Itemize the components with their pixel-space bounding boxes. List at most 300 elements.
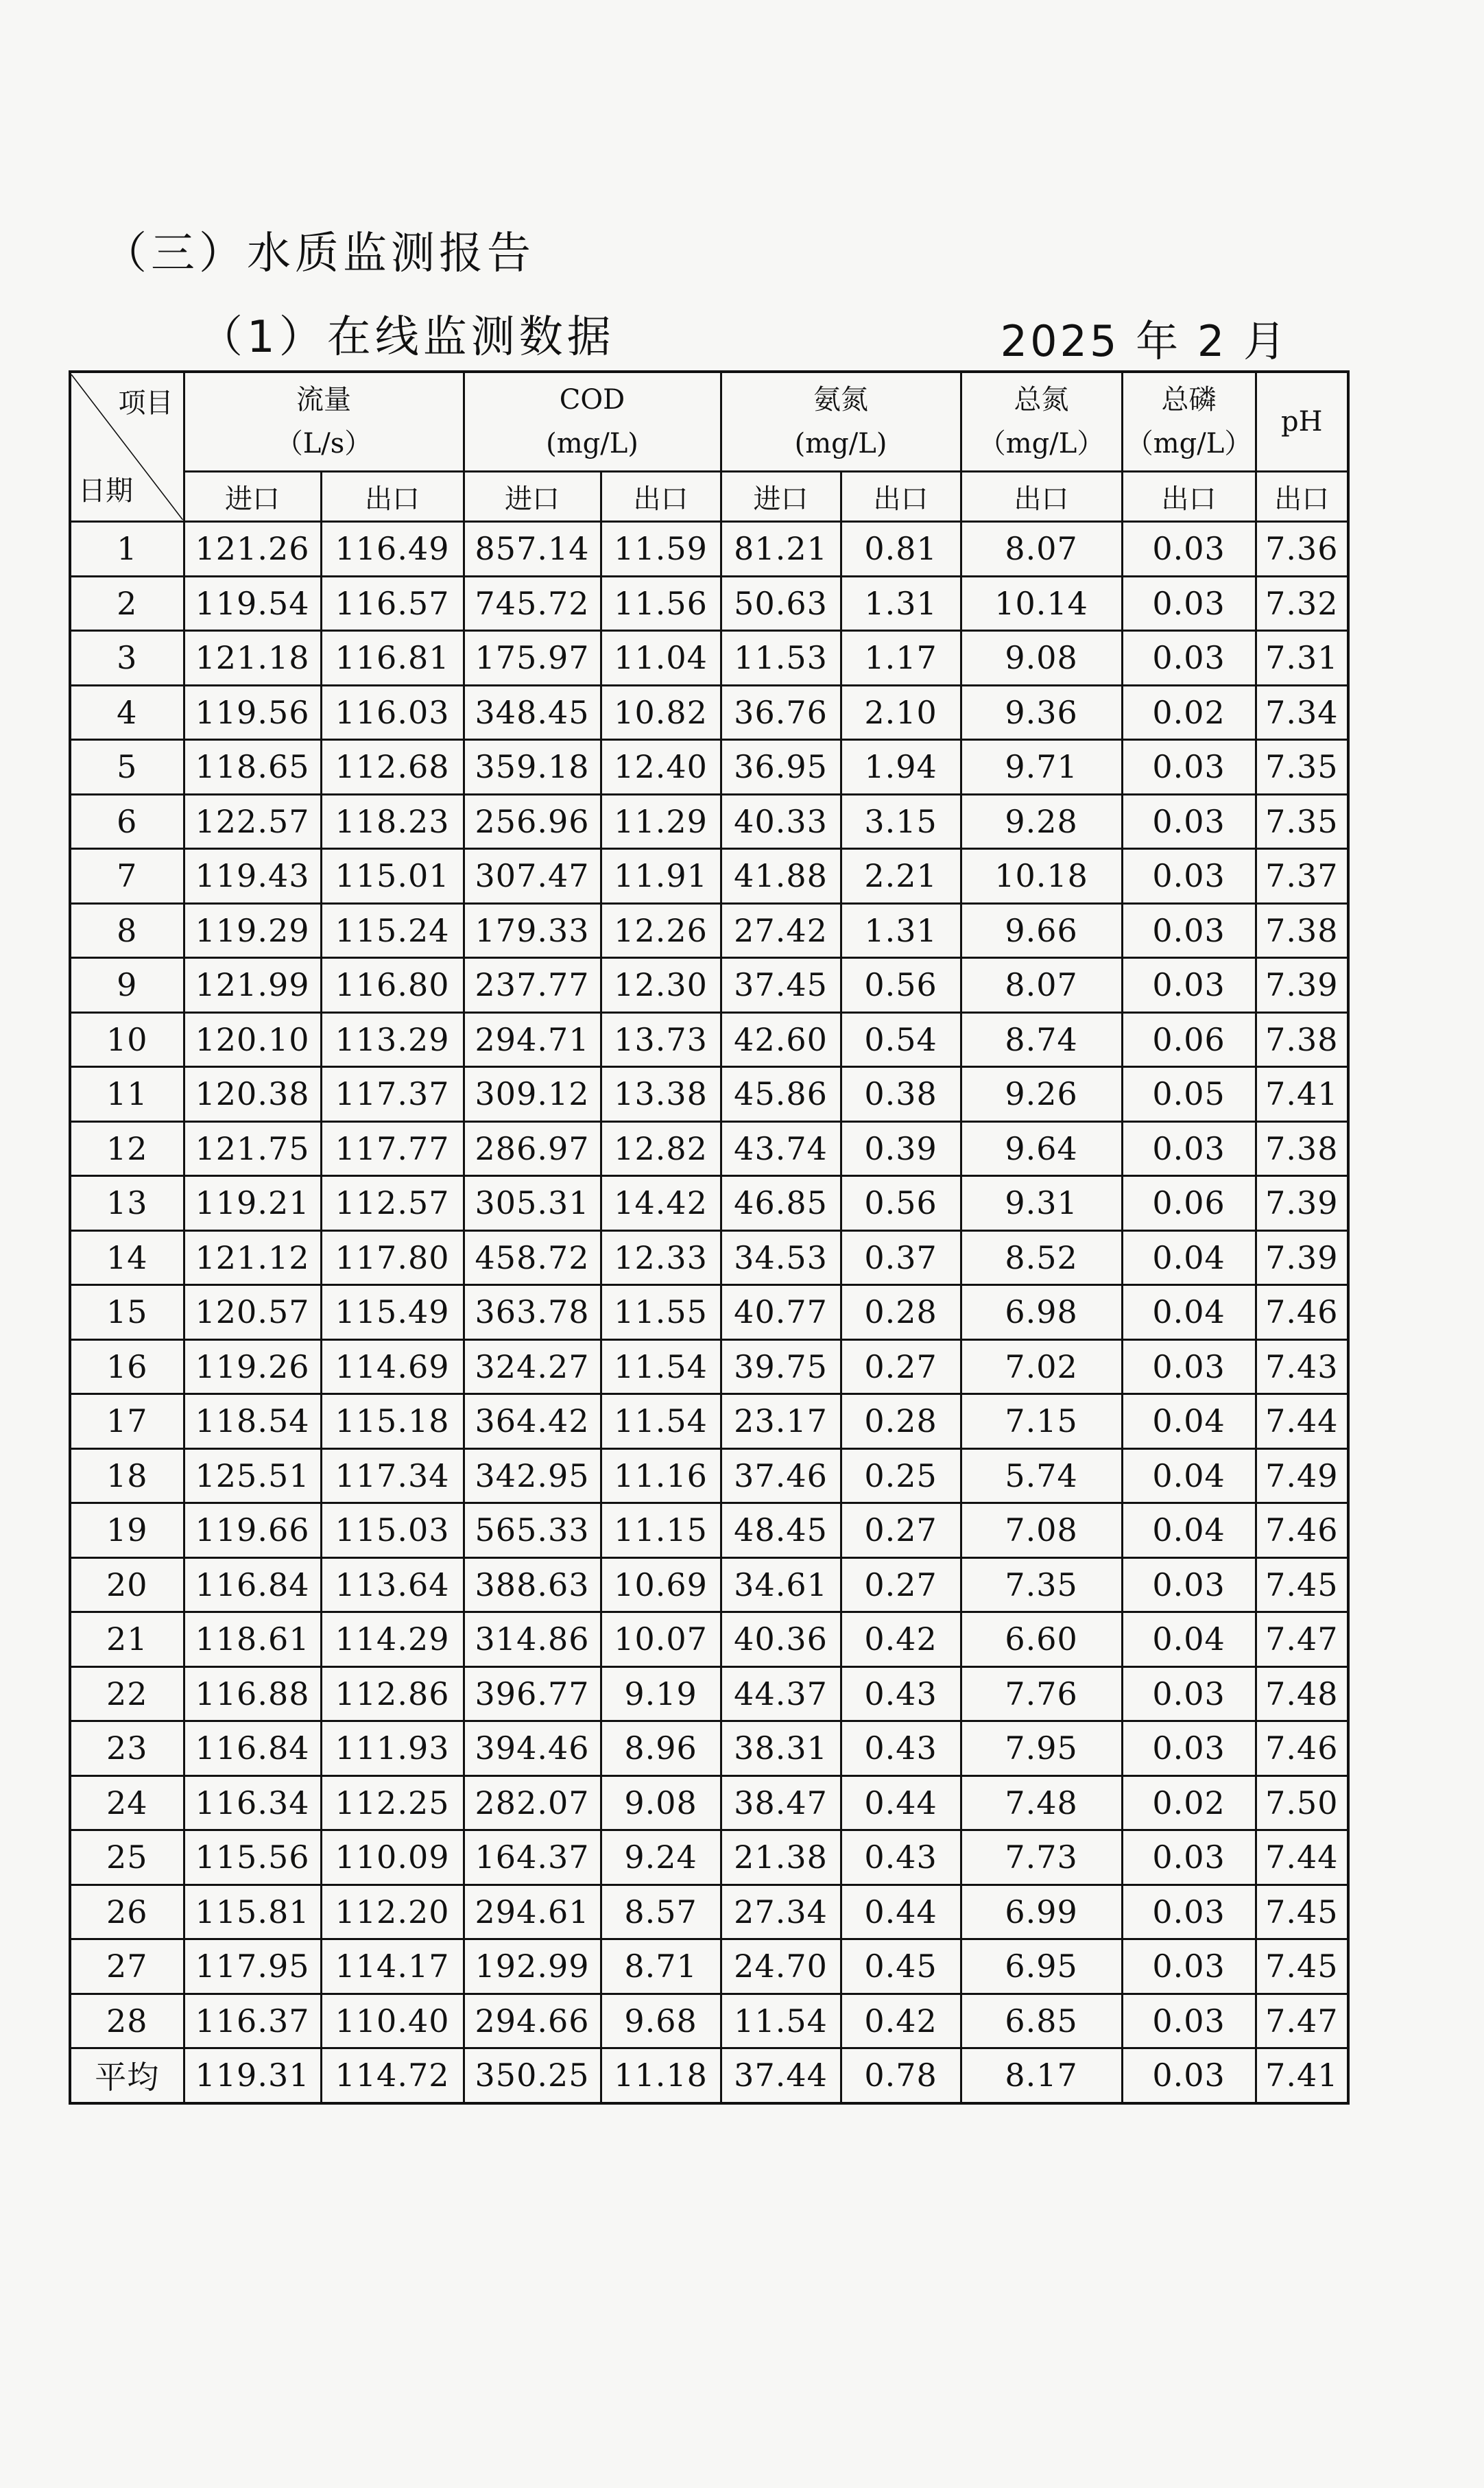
cell-cod-outlet: 11.04 (601, 631, 721, 686)
cell-ph-outlet: 7.32 (1256, 576, 1348, 631)
cell-cod-outlet: 14.42 (601, 1176, 721, 1231)
cell-day: 平均 (70, 2048, 184, 2103)
cell-cod-inlet: 342.95 (464, 1448, 601, 1503)
cell-ph-outlet: 7.44 (1256, 1830, 1348, 1885)
cell-ph-outlet: 7.36 (1256, 522, 1348, 577)
cell-tp-outlet: 0.03 (1122, 740, 1256, 795)
header-name: 总磷 (1161, 384, 1217, 416)
cell-ammonia-outlet: 3.15 (841, 794, 961, 849)
subheader-flow-outlet: 出口 (321, 472, 464, 522)
cell-cod-inlet: 394.46 (464, 1721, 601, 1776)
cell-flow-inlet: 121.18 (184, 631, 321, 686)
cell-ammonia-outlet: 2.10 (841, 685, 961, 740)
cell-day: 14 (70, 1230, 184, 1285)
cell-tn-outlet: 7.95 (961, 1721, 1122, 1776)
header-name: COD (559, 384, 625, 416)
cell-ammonia-outlet: 0.25 (841, 1448, 961, 1503)
cell-day: 26 (70, 1885, 184, 1939)
cell-cod-outlet: 9.19 (601, 1666, 721, 1721)
cell-ammonia-inlet: 34.53 (721, 1230, 841, 1285)
header-total-phosphorus (1122, 372, 1256, 472)
cell-flow-inlet: 118.54 (184, 1394, 321, 1449)
cell-flow-inlet: 120.38 (184, 1067, 321, 1122)
cell-flow-inlet: 120.10 (184, 1012, 321, 1067)
cell-day: 4 (70, 685, 184, 740)
cell-tn-outlet: 9.36 (961, 685, 1122, 740)
header-unit: (mg/L) (794, 428, 887, 459)
cell-day: 22 (70, 1666, 184, 1721)
cell-flow-outlet: 116.49 (321, 522, 464, 577)
cell-flow-outlet: 115.24 (321, 903, 464, 958)
cell-flow-outlet: 111.93 (321, 1721, 464, 1776)
cell-tp-outlet: 0.06 (1122, 1176, 1256, 1231)
cell-cod-inlet: 294.66 (464, 1994, 601, 2048)
cell-flow-outlet: 117.37 (321, 1067, 464, 1122)
cell-cod-outlet: 11.16 (601, 1448, 721, 1503)
cell-flow-outlet: 114.29 (321, 1612, 464, 1667)
cell-cod-outlet: 9.08 (601, 1775, 721, 1830)
cell-tn-outlet: 5.74 (961, 1448, 1122, 1503)
cell-ph-outlet: 7.45 (1256, 1557, 1348, 1612)
cell-flow-outlet: 115.18 (321, 1394, 464, 1449)
cell-cod-outlet: 8.96 (601, 1721, 721, 1776)
cell-day: 27 (70, 1939, 184, 1994)
cell-tn-outlet: 7.48 (961, 1775, 1122, 1830)
cell-ph-outlet: 7.49 (1256, 1448, 1348, 1503)
cell-ph-outlet: 7.37 (1256, 849, 1348, 904)
cell-cod-outlet: 10.69 (601, 1557, 721, 1612)
header-unit: （mg/L） (978, 428, 1105, 459)
cell-cod-inlet: 565.33 (464, 1503, 601, 1558)
cell-flow-outlet: 117.77 (321, 1121, 464, 1176)
cell-tp-outlet: 0.03 (1122, 903, 1256, 958)
header-ph (1256, 372, 1348, 472)
table-row (70, 631, 1348, 686)
header-total-nitrogen (961, 372, 1122, 472)
table-row (70, 903, 1348, 958)
cell-cod-outlet: 11.15 (601, 1503, 721, 1558)
cell-ammonia-inlet: 37.45 (721, 958, 841, 1013)
table-row (70, 1121, 1348, 1176)
cell-day: 11 (70, 1067, 184, 1122)
cell-ammonia-inlet: 50.63 (721, 576, 841, 631)
cell-cod-outlet: 12.33 (601, 1230, 721, 1285)
cell-tp-outlet: 0.02 (1122, 685, 1256, 740)
cell-cod-outlet: 11.18 (601, 2048, 721, 2103)
cell-ammonia-inlet: 27.42 (721, 903, 841, 958)
header-name: pH (1281, 406, 1323, 438)
cell-ph-outlet: 7.34 (1256, 685, 1348, 740)
cell-cod-inlet: 192.99 (464, 1939, 601, 1994)
table-row (70, 1885, 1348, 1939)
cell-ph-outlet: 7.45 (1256, 1939, 1348, 1994)
cell-cod-outlet: 11.29 (601, 794, 721, 849)
cell-ammonia-outlet: 0.38 (841, 1067, 961, 1122)
cell-ammonia-inlet: 40.77 (721, 1285, 841, 1340)
corner-label-date: 日期 (78, 475, 133, 507)
cell-ammonia-inlet: 37.44 (721, 2048, 841, 2103)
cell-flow-outlet: 115.49 (321, 1285, 464, 1340)
cell-cod-outlet: 10.07 (601, 1612, 721, 1667)
cell-day: 6 (70, 794, 184, 849)
cell-ammonia-inlet: 27.34 (721, 1885, 841, 1939)
cell-cod-inlet: 175.97 (464, 631, 601, 686)
cell-day: 16 (70, 1339, 184, 1394)
cell-tp-outlet: 0.04 (1122, 1230, 1256, 1285)
subheader-cod-outlet: 出口 (601, 472, 721, 522)
cell-tp-outlet: 0.04 (1122, 1612, 1256, 1667)
cell-flow-outlet: 116.03 (321, 685, 464, 740)
cell-day: 1 (70, 522, 184, 577)
cell-tp-outlet: 0.03 (1122, 1721, 1256, 1776)
cell-tp-outlet: 0.03 (1122, 1121, 1256, 1176)
cell-ammonia-inlet: 37.46 (721, 1448, 841, 1503)
cell-tn-outlet: 7.02 (961, 1339, 1122, 1394)
cell-tn-outlet: 10.18 (961, 849, 1122, 904)
cell-tp-outlet: 0.04 (1122, 1503, 1256, 1558)
cell-ph-outlet: 7.35 (1256, 794, 1348, 849)
cell-ammonia-inlet: 43.74 (721, 1121, 841, 1176)
cell-cod-inlet: 294.71 (464, 1012, 601, 1067)
cell-tn-outlet: 9.08 (961, 631, 1122, 686)
cell-cod-outlet: 11.59 (601, 522, 721, 577)
corner-label-item: 项目 (118, 387, 173, 419)
cell-ammonia-inlet: 40.36 (721, 1612, 841, 1667)
cell-ammonia-inlet: 36.95 (721, 740, 841, 795)
cell-cod-outlet: 11.91 (601, 849, 721, 904)
cell-cod-outlet: 13.38 (601, 1067, 721, 1122)
cell-day: 15 (70, 1285, 184, 1340)
cell-tp-outlet: 0.03 (1122, 1885, 1256, 1939)
cell-cod-outlet: 12.40 (601, 740, 721, 795)
monitoring-data-table (69, 370, 1350, 2105)
cell-tn-outlet: 8.07 (961, 522, 1122, 577)
cell-flow-outlet: 115.01 (321, 849, 464, 904)
table-row (70, 576, 1348, 631)
cell-ammonia-outlet: 0.56 (841, 1176, 961, 1231)
cell-tn-outlet: 7.35 (961, 1557, 1122, 1612)
table-row (70, 1448, 1348, 1503)
cell-tp-outlet: 0.06 (1122, 1012, 1256, 1067)
cell-ph-outlet: 7.38 (1256, 1012, 1348, 1067)
cell-cod-outlet: 8.57 (601, 1885, 721, 1939)
cell-ammonia-outlet: 0.78 (841, 2048, 961, 2103)
cell-flow-outlet: 116.81 (321, 631, 464, 686)
cell-tp-outlet: 0.03 (1122, 1994, 1256, 2048)
table-row (70, 1394, 1348, 1449)
cell-flow-outlet: 110.09 (321, 1830, 464, 1885)
cell-flow-outlet: 117.80 (321, 1230, 464, 1285)
subheader-cod-inlet: 进口 (464, 472, 601, 522)
cell-tn-outlet: 10.14 (961, 576, 1122, 631)
table-row (70, 1557, 1348, 1612)
cell-flow-inlet: 115.81 (184, 1885, 321, 1939)
table-row (70, 685, 1348, 740)
cell-flow-inlet: 125.51 (184, 1448, 321, 1503)
table-row (70, 1775, 1348, 1830)
cell-flow-inlet: 122.57 (184, 794, 321, 849)
subheader-tp-outlet: 出口 (1122, 472, 1256, 522)
cell-ammonia-outlet: 0.44 (841, 1775, 961, 1830)
cell-tn-outlet: 9.26 (961, 1067, 1122, 1122)
cell-ammonia-inlet: 38.47 (721, 1775, 841, 1830)
table-row (70, 1721, 1348, 1776)
cell-cod-inlet: 294.61 (464, 1885, 601, 1939)
cell-ph-outlet: 7.35 (1256, 740, 1348, 795)
cell-ammonia-outlet: 0.42 (841, 1994, 961, 2048)
corner-header-cell (70, 372, 184, 522)
cell-tp-outlet: 0.04 (1122, 1285, 1256, 1340)
cell-ammonia-outlet: 1.17 (841, 631, 961, 686)
cell-flow-inlet: 118.61 (184, 1612, 321, 1667)
cell-ammonia-inlet: 34.61 (721, 1557, 841, 1612)
header-unit: （L/s） (275, 428, 372, 459)
cell-ammonia-inlet: 46.85 (721, 1176, 841, 1231)
cell-ammonia-outlet: 0.27 (841, 1339, 961, 1394)
cell-day: 20 (70, 1557, 184, 1612)
cell-ammonia-inlet: 39.75 (721, 1339, 841, 1394)
header-name: 总氮 (1014, 384, 1069, 416)
cell-day: 9 (70, 958, 184, 1013)
cell-day: 24 (70, 1775, 184, 1830)
cell-day: 7 (70, 849, 184, 904)
cell-cod-inlet: 307.47 (464, 849, 601, 904)
subheader-tn-outlet: 出口 (961, 472, 1122, 522)
cell-cod-inlet: 282.07 (464, 1775, 601, 1830)
cell-ammonia-inlet: 24.70 (721, 1939, 841, 1994)
table-row (70, 1503, 1348, 1558)
cell-day: 2 (70, 576, 184, 631)
cell-ph-outlet: 7.46 (1256, 1503, 1348, 1558)
cell-flow-outlet: 113.64 (321, 1557, 464, 1612)
cell-tn-outlet: 6.95 (961, 1939, 1122, 1994)
cell-cod-inlet: 359.18 (464, 740, 601, 795)
header-unit: (mg/L) (546, 428, 638, 459)
cell-tp-outlet: 0.03 (1122, 2048, 1256, 2103)
cell-ammonia-inlet: 23.17 (721, 1394, 841, 1449)
cell-flow-inlet: 119.31 (184, 2048, 321, 2103)
cell-tn-outlet: 9.28 (961, 794, 1122, 849)
cell-ammonia-inlet: 42.60 (721, 1012, 841, 1067)
cell-tn-outlet: 6.60 (961, 1612, 1122, 1667)
cell-ph-outlet: 7.39 (1256, 1176, 1348, 1231)
cell-ammonia-outlet: 2.21 (841, 849, 961, 904)
cell-ammonia-outlet: 0.43 (841, 1721, 961, 1776)
cell-ammonia-inlet: 11.53 (721, 631, 841, 686)
cell-day: 18 (70, 1448, 184, 1503)
cell-day: 28 (70, 1994, 184, 2048)
cell-cod-outlet: 9.24 (601, 1830, 721, 1885)
cell-ammonia-outlet: 0.37 (841, 1230, 961, 1285)
cell-tn-outlet: 6.99 (961, 1885, 1122, 1939)
cell-flow-inlet: 115.56 (184, 1830, 321, 1885)
header-ammonia (721, 372, 961, 472)
cell-day: 5 (70, 740, 184, 795)
cell-cod-inlet: 350.25 (464, 2048, 601, 2103)
cell-tn-outlet: 8.07 (961, 958, 1122, 1013)
cell-tn-outlet: 7.08 (961, 1503, 1122, 1558)
cell-flow-outlet: 116.57 (321, 576, 464, 631)
subheader-ph-outlet: 出口 (1256, 472, 1348, 522)
cell-ph-outlet: 7.46 (1256, 1285, 1348, 1340)
cell-ph-outlet: 7.45 (1256, 1885, 1348, 1939)
cell-ammonia-outlet: 0.56 (841, 958, 961, 1013)
cell-tp-outlet: 0.03 (1122, 958, 1256, 1013)
cell-day: 17 (70, 1394, 184, 1449)
cell-cod-outlet: 10.82 (601, 685, 721, 740)
cell-ammonia-inlet: 81.21 (721, 522, 841, 577)
cell-day: 23 (70, 1721, 184, 1776)
cell-ph-outlet: 7.48 (1256, 1666, 1348, 1721)
header-name: 流量 (296, 384, 351, 416)
cell-ammonia-outlet: 1.31 (841, 903, 961, 958)
cell-flow-inlet: 117.95 (184, 1939, 321, 1994)
cell-cod-inlet: 388.63 (464, 1557, 601, 1612)
table-row (70, 1830, 1348, 1885)
cell-ph-outlet: 7.38 (1256, 903, 1348, 958)
cell-ph-outlet: 7.43 (1256, 1339, 1348, 1394)
cell-cod-inlet: 309.12 (464, 1067, 601, 1122)
cell-cod-outlet: 11.55 (601, 1285, 721, 1340)
header-cod (464, 372, 721, 472)
cell-ammonia-inlet: 11.54 (721, 1994, 841, 2048)
cell-cod-inlet: 458.72 (464, 1230, 601, 1285)
cell-tn-outlet: 6.85 (961, 1994, 1122, 2048)
cell-cod-outlet: 12.26 (601, 903, 721, 958)
cell-flow-outlet: 114.17 (321, 1939, 464, 1994)
cell-tp-outlet: 0.03 (1122, 794, 1256, 849)
cell-flow-inlet: 121.99 (184, 958, 321, 1013)
cell-tn-outlet: 7.73 (961, 1830, 1122, 1885)
cell-cod-outlet: 8.71 (601, 1939, 721, 1994)
cell-ammonia-outlet: 0.54 (841, 1012, 961, 1067)
cell-flow-outlet: 115.03 (321, 1503, 464, 1558)
average-row (70, 2048, 1348, 2103)
cell-tp-outlet: 0.04 (1122, 1394, 1256, 1449)
cell-cod-inlet: 314.86 (464, 1612, 601, 1667)
cell-tp-outlet: 0.03 (1122, 522, 1256, 577)
cell-flow-inlet: 116.88 (184, 1666, 321, 1721)
cell-tn-outlet: 8.74 (961, 1012, 1122, 1067)
cell-day: 25 (70, 1830, 184, 1885)
cell-cod-inlet: 179.33 (464, 903, 601, 958)
cell-ammonia-outlet: 0.28 (841, 1285, 961, 1340)
cell-tn-outlet: 9.71 (961, 740, 1122, 795)
cell-ammonia-inlet: 36.76 (721, 685, 841, 740)
cell-ammonia-outlet: 0.42 (841, 1612, 961, 1667)
cell-flow-inlet: 119.26 (184, 1339, 321, 1394)
cell-ammonia-outlet: 0.27 (841, 1503, 961, 1558)
cell-day: 13 (70, 1176, 184, 1231)
table-row (70, 1666, 1348, 1721)
cell-tn-outlet: 9.64 (961, 1121, 1122, 1176)
cell-day: 21 (70, 1612, 184, 1667)
cell-cod-inlet: 324.27 (464, 1339, 601, 1394)
sub-title: （1）在线监测数据 (199, 312, 615, 363)
cell-ammonia-inlet: 38.31 (721, 1721, 841, 1776)
cell-ph-outlet: 7.39 (1256, 1230, 1348, 1285)
cell-tn-outlet: 7.76 (961, 1666, 1122, 1721)
cell-flow-inlet: 119.56 (184, 685, 321, 740)
cell-cod-outlet: 11.54 (601, 1339, 721, 1394)
cell-ammonia-outlet: 1.31 (841, 576, 961, 631)
cell-tp-outlet: 0.03 (1122, 631, 1256, 686)
cell-tp-outlet: 0.05 (1122, 1067, 1256, 1122)
cell-ph-outlet: 7.46 (1256, 1721, 1348, 1776)
cell-flow-outlet: 117.34 (321, 1448, 464, 1503)
cell-flow-outlet: 112.25 (321, 1775, 464, 1830)
cell-flow-inlet: 116.37 (184, 1994, 321, 2048)
subheader-ammonia-inlet: 进口 (721, 472, 841, 522)
cell-flow-outlet: 112.57 (321, 1176, 464, 1231)
cell-ammonia-outlet: 0.43 (841, 1666, 961, 1721)
cell-tp-outlet: 0.03 (1122, 849, 1256, 904)
table-row (70, 1994, 1348, 2048)
table-row (70, 1939, 1348, 1994)
cell-flow-inlet: 121.12 (184, 1230, 321, 1285)
cell-cod-outlet: 12.82 (601, 1121, 721, 1176)
table-body (70, 522, 1348, 2103)
cell-flow-outlet: 118.23 (321, 794, 464, 849)
cell-flow-inlet: 116.34 (184, 1775, 321, 1830)
cell-flow-inlet: 121.26 (184, 522, 321, 577)
cell-ammonia-outlet: 0.27 (841, 1557, 961, 1612)
cell-ph-outlet: 7.38 (1256, 1121, 1348, 1176)
cell-ammonia-outlet: 1.94 (841, 740, 961, 795)
cell-flow-inlet: 120.57 (184, 1285, 321, 1340)
cell-flow-inlet: 119.21 (184, 1176, 321, 1231)
cell-tp-outlet: 0.02 (1122, 1775, 1256, 1830)
cell-cod-inlet: 256.96 (464, 794, 601, 849)
table-row (70, 1176, 1348, 1231)
cell-cod-inlet: 348.45 (464, 685, 601, 740)
table-row (70, 958, 1348, 1013)
cell-cod-inlet: 237.77 (464, 958, 601, 1013)
report-date: 2025 年 2 月 (1000, 316, 1289, 366)
cell-cod-inlet: 857.14 (464, 522, 601, 577)
subheader-ammonia-outlet: 出口 (841, 472, 961, 522)
table-row (70, 1285, 1348, 1340)
cell-flow-inlet: 119.43 (184, 849, 321, 904)
cell-flow-outlet: 114.69 (321, 1339, 464, 1394)
cell-tn-outlet: 9.31 (961, 1176, 1122, 1231)
cell-flow-outlet: 116.80 (321, 958, 464, 1013)
cell-ph-outlet: 7.47 (1256, 1994, 1348, 2048)
cell-tp-outlet: 0.03 (1122, 1830, 1256, 1885)
cell-cod-outlet: 11.54 (601, 1394, 721, 1449)
section-title: （三）水质监测报告 (103, 228, 535, 279)
cell-ammonia-outlet: 0.28 (841, 1394, 961, 1449)
cell-day: 10 (70, 1012, 184, 1067)
table-row (70, 849, 1348, 904)
cell-cod-inlet: 364.42 (464, 1394, 601, 1449)
cell-cod-outlet: 12.30 (601, 958, 721, 1013)
cell-tn-outlet: 6.98 (961, 1285, 1122, 1340)
cell-cod-inlet: 396.77 (464, 1666, 601, 1721)
cell-cod-inlet: 363.78 (464, 1285, 601, 1340)
cell-flow-outlet: 112.20 (321, 1885, 464, 1939)
cell-ph-outlet: 7.31 (1256, 631, 1348, 686)
cell-flow-outlet: 113.29 (321, 1012, 464, 1067)
cell-flow-inlet: 116.84 (184, 1557, 321, 1612)
cell-ammonia-outlet: 0.43 (841, 1830, 961, 1885)
header-flow (184, 372, 464, 472)
cell-ph-outlet: 7.41 (1256, 2048, 1348, 2103)
cell-flow-inlet: 118.65 (184, 740, 321, 795)
cell-flow-inlet: 119.66 (184, 1503, 321, 1558)
cell-flow-inlet: 119.54 (184, 576, 321, 631)
cell-tp-outlet: 0.03 (1122, 1666, 1256, 1721)
